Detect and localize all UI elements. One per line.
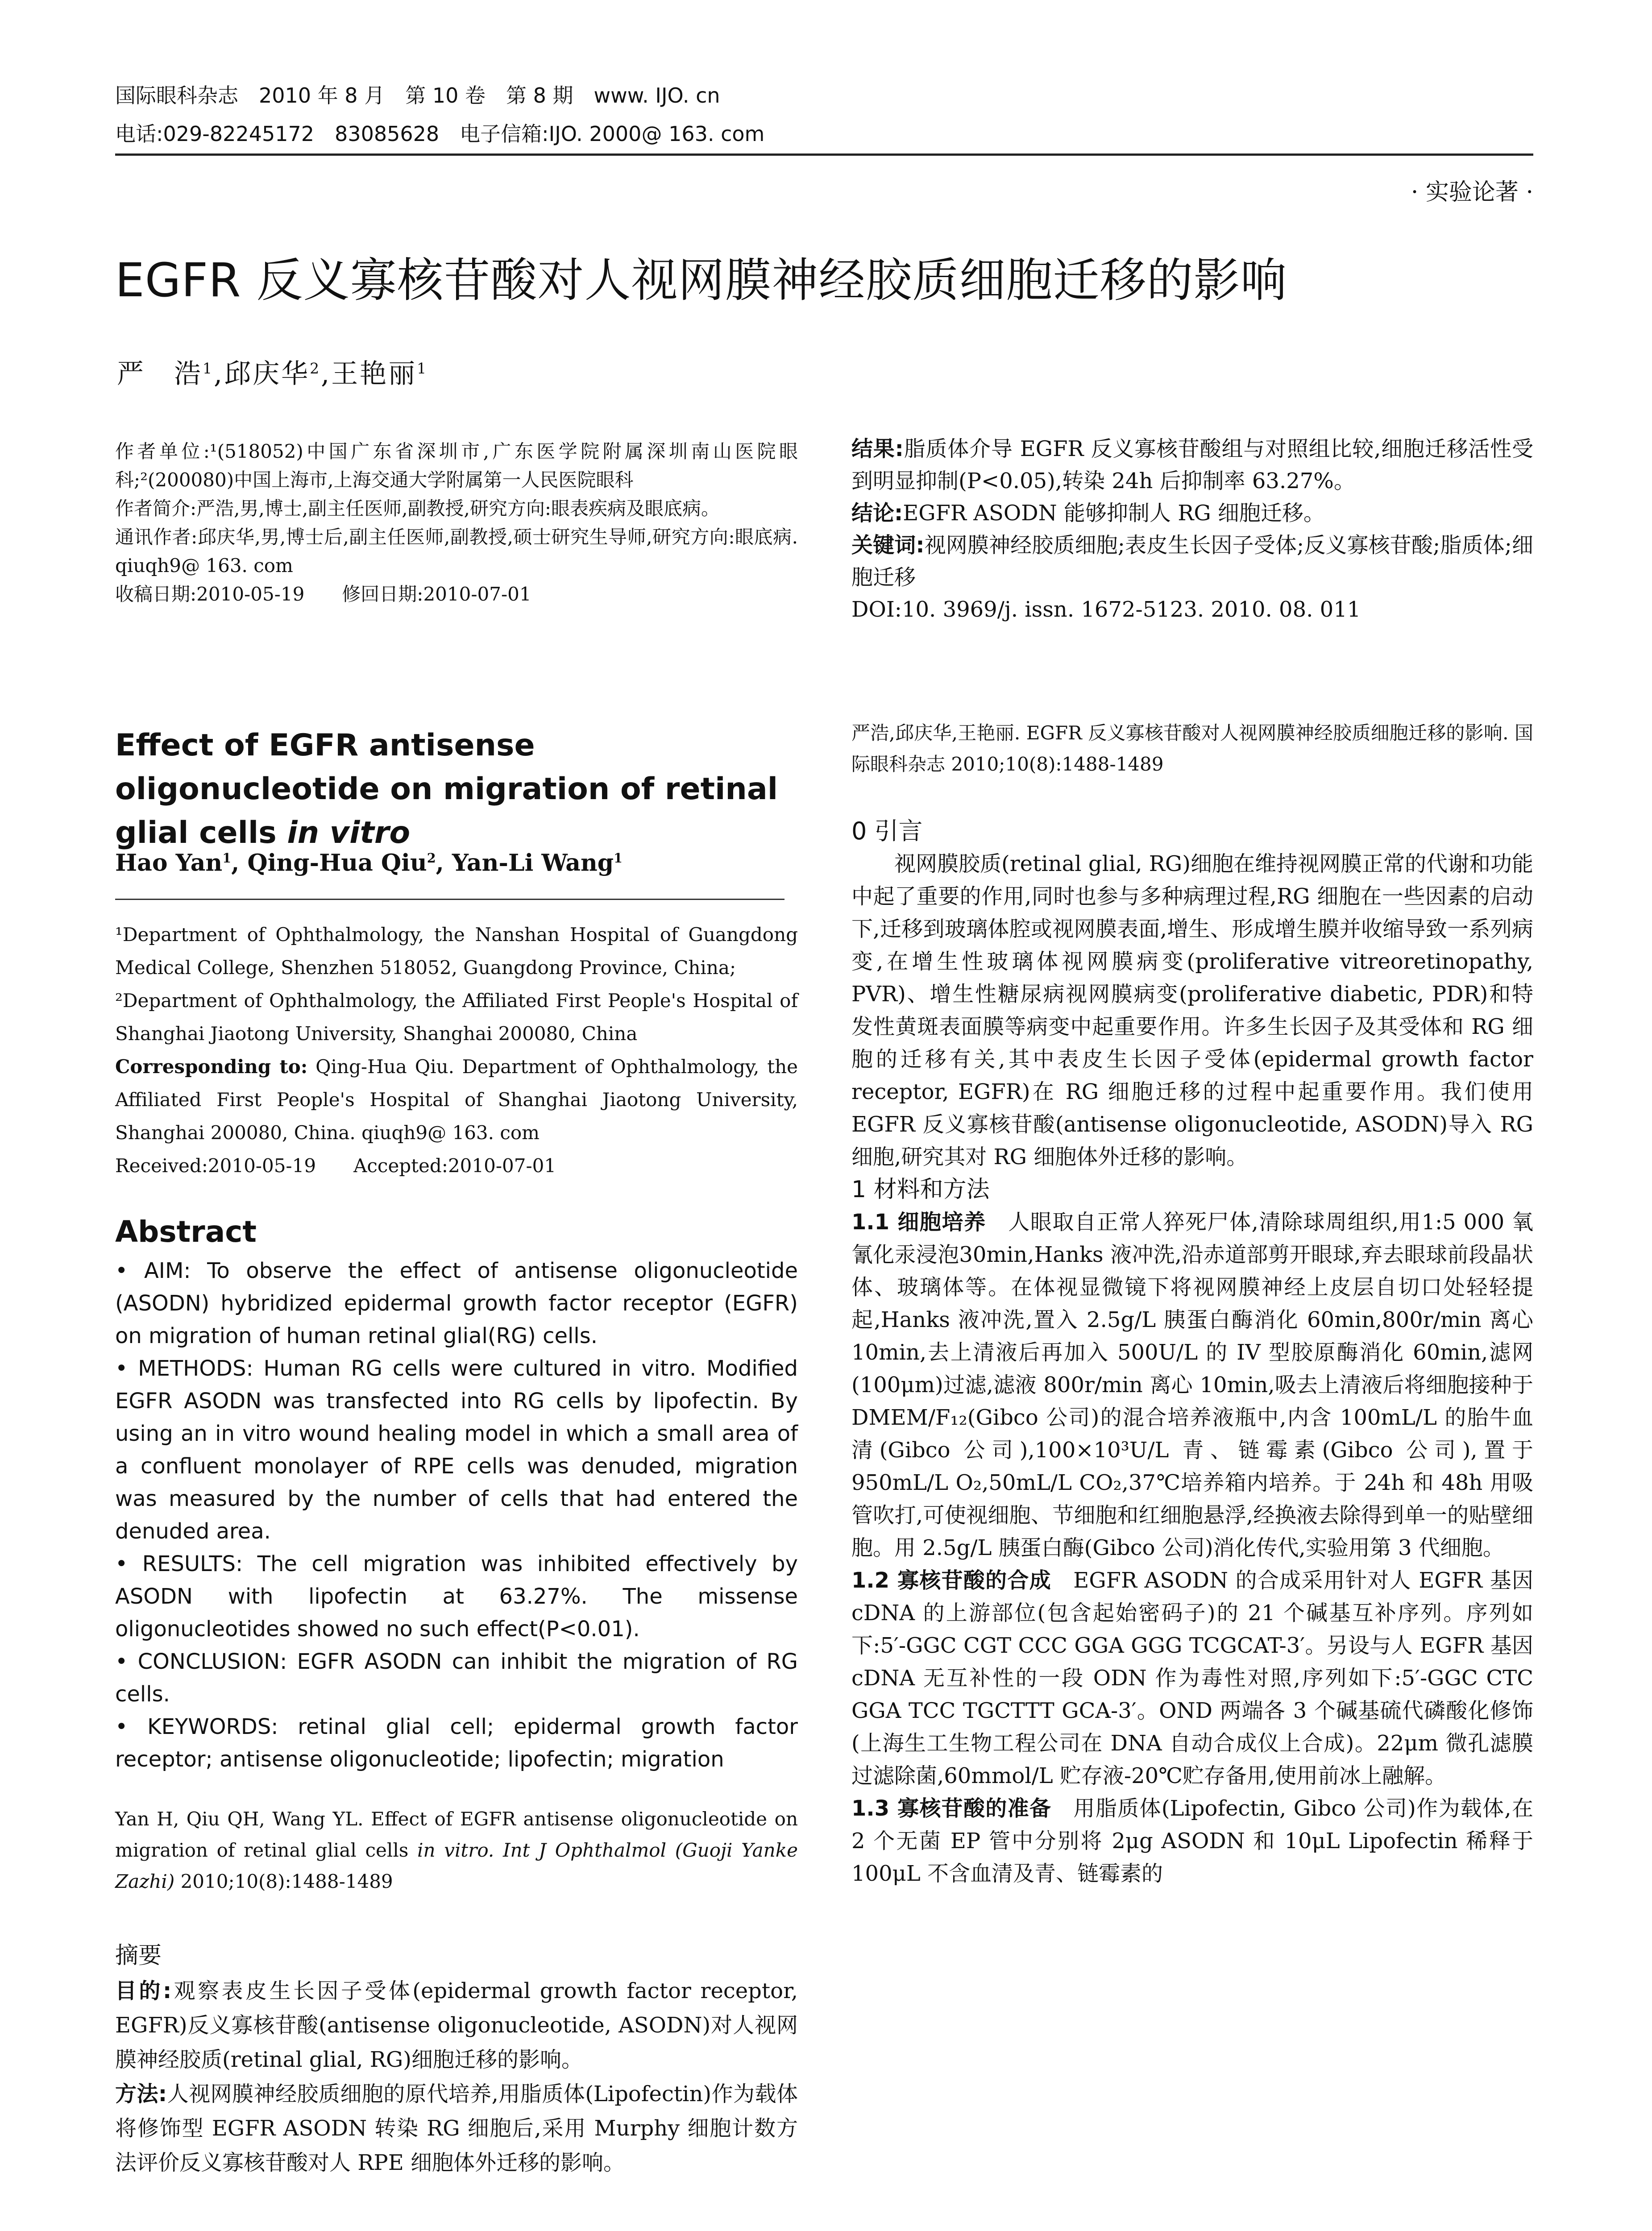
abstract-cn-part1 bbox=[115, 1974, 798, 2180]
author-en-3-affil: 1 bbox=[614, 850, 623, 866]
author-separator: , bbox=[321, 358, 332, 390]
author-1: 严 浩 bbox=[117, 358, 203, 390]
abstract-heading-en: Abstract bbox=[115, 1215, 257, 1249]
title-en-main: Effect of EGFR antisense oligonucleotide on migration of retinal glial cells bbox=[115, 728, 778, 850]
authors-en bbox=[115, 842, 798, 879]
author-2: 邱庆华 bbox=[224, 358, 310, 390]
aim-text: 观察表皮生长因子受体(epidermal growth factor receptor, EGFR)反义寡核苷酸(antisense oligonucleotide, ASODN)对人视网膜神经胶质(retinal glial, RG)细胞迁移的影响。 bbox=[115, 1978, 798, 2072]
author-en-2-affil: 2 bbox=[427, 850, 436, 866]
abstract-conclusion: • CONCLUSION: EGFR ASODN can inhibit the migration of RG cells. bbox=[115, 1649, 798, 1707]
body-text bbox=[851, 848, 1533, 1890]
corresponding-author-cn: 通讯作者:邱庆华,男,博士后,副主任医师,副教授,硕士研究生导师,研究方向:眼底病. qiuqh9@ 163. com bbox=[115, 526, 798, 576]
subsection-1-3 bbox=[851, 1792, 1533, 1890]
intro-paragraph: 视网膜胶质(retinal glial, RG)细胞在维持视网膜正常的代谢和功能中起了重要的作用,同时也参与多种病理过程,RG 细胞在一些因素的启动下,迁移到玻璃体腔或视网膜表面,增生、形成增生膜并收缩导致一系列病变,在增生性玻璃体视网膜病变(proliferative vitreoretinopathy, PVR)、增生性糖尿病视网膜病变(proliferative diabetic, PDR)和特发性黄斑表面膜等病变中起重要作用。许多生长因子及其受体和 RG 细胞的迁移有关,其中表皮生长因子受体(epidermal growth factor receptor, EGFR)在 RG 细胞迁移的过程中起重要作用。我们使用 EGFR 反义寡核苷酸(antisense oligonucleotide, ASODN)导入 RG 细胞,研究其对 RG 细胞体外迁移的影响。 bbox=[851, 851, 1533, 1169]
author-affiliation-cn: 作者单位:¹(518052)中国广东省深圳市,广东医学院附属深圳南山医院眼科;²(200080)中国上海市,上海交通大学附属第一人民医院眼科 bbox=[115, 440, 798, 491]
doi: DOI:10. 3969/j. issn. 1672-5123. 2010. 08. 011 bbox=[851, 597, 1361, 622]
journal-header-line2: 电话:029-82245172 83085628 电子信箱:IJO. 2000@ 163. com bbox=[115, 122, 765, 146]
citation-en-text: Yan H, Qiu QH, Wang YL. Effect of EGFR antisense oligonucleotide on migration of retinal glial cells bbox=[115, 1808, 798, 1861]
intro-heading: 0 引言 bbox=[851, 817, 923, 845]
author-en-2: Qing-Hua Qiu bbox=[247, 849, 427, 877]
author-3-affil: 1 bbox=[417, 360, 428, 377]
title-en-italic: in vitro bbox=[287, 815, 411, 850]
corresponding-author-en bbox=[115, 1050, 798, 1149]
author-en-1: Hao Yan bbox=[115, 849, 223, 877]
results-label: 结果: bbox=[851, 436, 904, 461]
abstract-cn-methods bbox=[115, 2077, 798, 2180]
keywords-label: 关键词: bbox=[851, 533, 925, 558]
citation-en bbox=[115, 1804, 798, 1897]
affiliation-2: ²Department of Ophthalmology, the Affiliated First People's Hospital of Shanghai Jiaotong University, Shanghai 200080, China bbox=[115, 990, 798, 1045]
author-2-affil: 2 bbox=[310, 360, 321, 377]
section-tag: · 实验论著 · bbox=[1411, 179, 1533, 206]
subsection-1-2 bbox=[851, 1564, 1533, 1792]
subsection-1-3-label: 1.3 寡核苷酸的准备 bbox=[851, 1796, 1052, 1821]
citation-en-tail: 2010;10(8):1488-1489 bbox=[174, 1870, 393, 1892]
conclusion-label: 结论: bbox=[851, 501, 903, 526]
corresponding-text: Qing-Hua Qiu. Department of Ophthalmology, the Affiliated First People's Hospital of Shanghai Jiaotong University, Shanghai 200080, China. qiuqh9@ 163. com bbox=[115, 1056, 798, 1144]
abstract-cn-conclusion bbox=[851, 497, 1533, 529]
subsection-1-2-label: 1.2 寡核苷酸的合成 bbox=[851, 1568, 1051, 1593]
abstract-results: • RESULTS: The cell migration was inhibited effectively by ASODN with lipofectin at 63.27%. The missense oligonucleotides showed no such effect(P<0.01). bbox=[115, 1551, 798, 1642]
author-bio-cn: 作者简介:严浩,男,博士,副主任医师,副教授,研究方向:眼表疾病及眼底病。 bbox=[115, 498, 720, 519]
authors-cn bbox=[117, 351, 428, 392]
journal-header-line1: 国际眼科杂志 2010 年 8 月 第 10 卷 第 8 期 www. IJO. cn bbox=[115, 83, 720, 108]
abstract-cn-keywords bbox=[851, 529, 1533, 593]
citation-en-italic: in vitro. Int J Ophthalmol (Guoji Yanke Zazhi) bbox=[115, 1839, 798, 1892]
citation-cn: 严浩,邱庆华,王艳丽. EGFR 反义寡核苷酸对人视网膜神经胶质细胞迁移的影响. 国际眼科杂志 2010;10(8):1488-1489 bbox=[851, 722, 1533, 775]
author-3: 王艳丽 bbox=[331, 358, 417, 390]
abstract-heading-cn: 摘要 bbox=[115, 1942, 162, 1969]
keywords-text: 视网膜神经胶质细胞;表皮生长因子受体;反义寡核苷酸;脂质体;细胞迁移 bbox=[851, 533, 1533, 590]
author-en-3: Yan-Li Wang bbox=[452, 849, 614, 877]
subsection-1-2-text: EGFR ASODN 的合成采用针对人 EGFR 基因 cDNA 的上游部位(包含起始密码子)的 21 个碱基互补序列。序列如下:5′-GGC CGT CCC GGA GGG TCGCAT-3′。另设与人 EGFR 基因 cDNA 无互补性的一段 ODN 作为毒性对照,序列如下:5′-GGC CTC GGA TCC TGCTTT GCA-3′。OND 两端各 3 个碱基硫代磷酸化修饰(上海生工生物工程公司在 DNA 自动合成仪上合成)。22μm 微孔滤膜过滤除菌,60mmol/L 贮存液-20℃贮存备用,使用前冰上融解。 bbox=[851, 1568, 1533, 1788]
author-en-separator: , bbox=[436, 849, 452, 877]
affiliation-1: ¹Department of Ophthalmology, the Nanshan Hospital of Guangdong Medical College, Shenzhen 518052, Guangdong Province, China; bbox=[115, 924, 798, 979]
aim-label: 目的: bbox=[115, 1978, 172, 2003]
abstract-cn-part2 bbox=[851, 433, 1533, 626]
results-text: 脂质体介导 EGFR 反义寡核苷酸组与对照组比较,细胞迁移活性受到明显抑制(P<0.05),转染 24h 后抑制率 63.27%。 bbox=[851, 436, 1533, 493]
affiliations-en bbox=[115, 918, 798, 1182]
authors-rule bbox=[115, 899, 784, 900]
conclusion-text: EGFR ASODN 能够抑制人 RG 细胞迁移。 bbox=[903, 501, 1325, 526]
header-rule bbox=[115, 153, 1533, 156]
received-dates-en: Received:2010-05-19 Accepted:2010-07-01 bbox=[115, 1155, 556, 1177]
author-separator: , bbox=[214, 358, 224, 390]
article-title-en bbox=[115, 724, 798, 855]
abstract-cn-results bbox=[851, 433, 1533, 497]
corresponding-label: Corresponding to: bbox=[115, 1056, 308, 1078]
methods-text: 人视网膜神经胶质细胞的原代培养,用脂质体(Lipofectin)作为载体将修饰型 EGFR ASODN 转染 RG 细胞后,采用 Murphy 细胞计数方法评价反义寡核苷酸对人 RPE 细胞体外迁移的影响。 bbox=[115, 2082, 798, 2175]
abstract-keywords: • KEYWORDS: retinal glial cell; epidermal growth factor receptor; antisense oligonucleotide; lipofectin; migration bbox=[115, 1714, 798, 1772]
author-en-1-affil: 1 bbox=[222, 850, 232, 866]
author-1-affil: 1 bbox=[203, 360, 214, 377]
subsection-1-1 bbox=[851, 1206, 1533, 1564]
abstract-methods: • METHODS: Human RG cells were cultured in vitro. Modified EGFR ASODN was transfected into RG cells by lipofectin. By using an in vitro wound healing model in which a small area of a confluent monolayer of RPE cells was denuded, migration was measured by the number of cells that had entered the denuded area. bbox=[115, 1356, 798, 1544]
methods-label: 方法: bbox=[115, 2082, 167, 2107]
subsection-1-1-text: 人眼取自正常人猝死尸体,清除球周组织,用1:5 000 氧氰化汞浸泡30min,Hanks 液冲洗,沿赤道部剪开眼球,弃去眼球前段晶状体、玻璃体等。在体视显微镜下将视网膜神经上皮层自切口处轻轻提起,Hanks 液冲洗,置入 2.5g/L 胰蛋白酶消化 60min,800r/min 离心 10min,去上清液后再加入 500U/L 的 IV 型胶原酶消化 60min,滤网(100μm)过滤,滤液 800r/min 离心 10min,吸去上清液后将细胞接种于 DMEM/F₁₂(Gibco 公司)的混合培养液瓶中,内含 100mL/L 的胎牛血清(Gibco 公司),100×10³U/L 青、链霉素(Gibco 公司),置于 950mL/L O₂,50mL/L CO₂,37℃培养箱内培养。于 24h 和 48h 用吸管吹打,可使视细胞、节细胞和红细胞悬浮,经换液去除得到单一的贴壁细胞。用 2.5g/L 胰蛋白酶(Gibco 公司)消化传代,实验用第 3 代细胞。 bbox=[851, 1210, 1533, 1560]
received-dates-cn: 收稿日期:2010-05-19 修回日期:2010-07-01 bbox=[115, 583, 531, 605]
subsection-1-1-label: 1.1 细胞培养 bbox=[851, 1210, 986, 1235]
abstract-en bbox=[115, 1255, 798, 1776]
section-1-heading: 1 材料和方法 bbox=[851, 1176, 990, 1203]
author-en-separator: , bbox=[231, 849, 248, 877]
author-info bbox=[115, 437, 798, 609]
abstract-aim: • AIM: To observe the effect of antisense oligonucleotide (ASODN) hybridized epidermal growth factor receptor (EGFR) on migration of human retinal glial(RG) cells. bbox=[115, 1258, 798, 1348]
article-title-cn: EGFR 反义寡核苷酸对人视网膜神经胶质细胞迁移的影响 bbox=[115, 253, 1287, 307]
abstract-cn-aim bbox=[115, 1974, 798, 2077]
subsection-1-3-text: 用脂质体(Lipofectin, Gibco 公司)作为载体,在 2 个无菌 EP 管中分别将 2μg ASODN 和 10μL Lipofectin 稀释于 100μL 不含血清及青、链霉素的 bbox=[851, 1796, 1533, 1886]
